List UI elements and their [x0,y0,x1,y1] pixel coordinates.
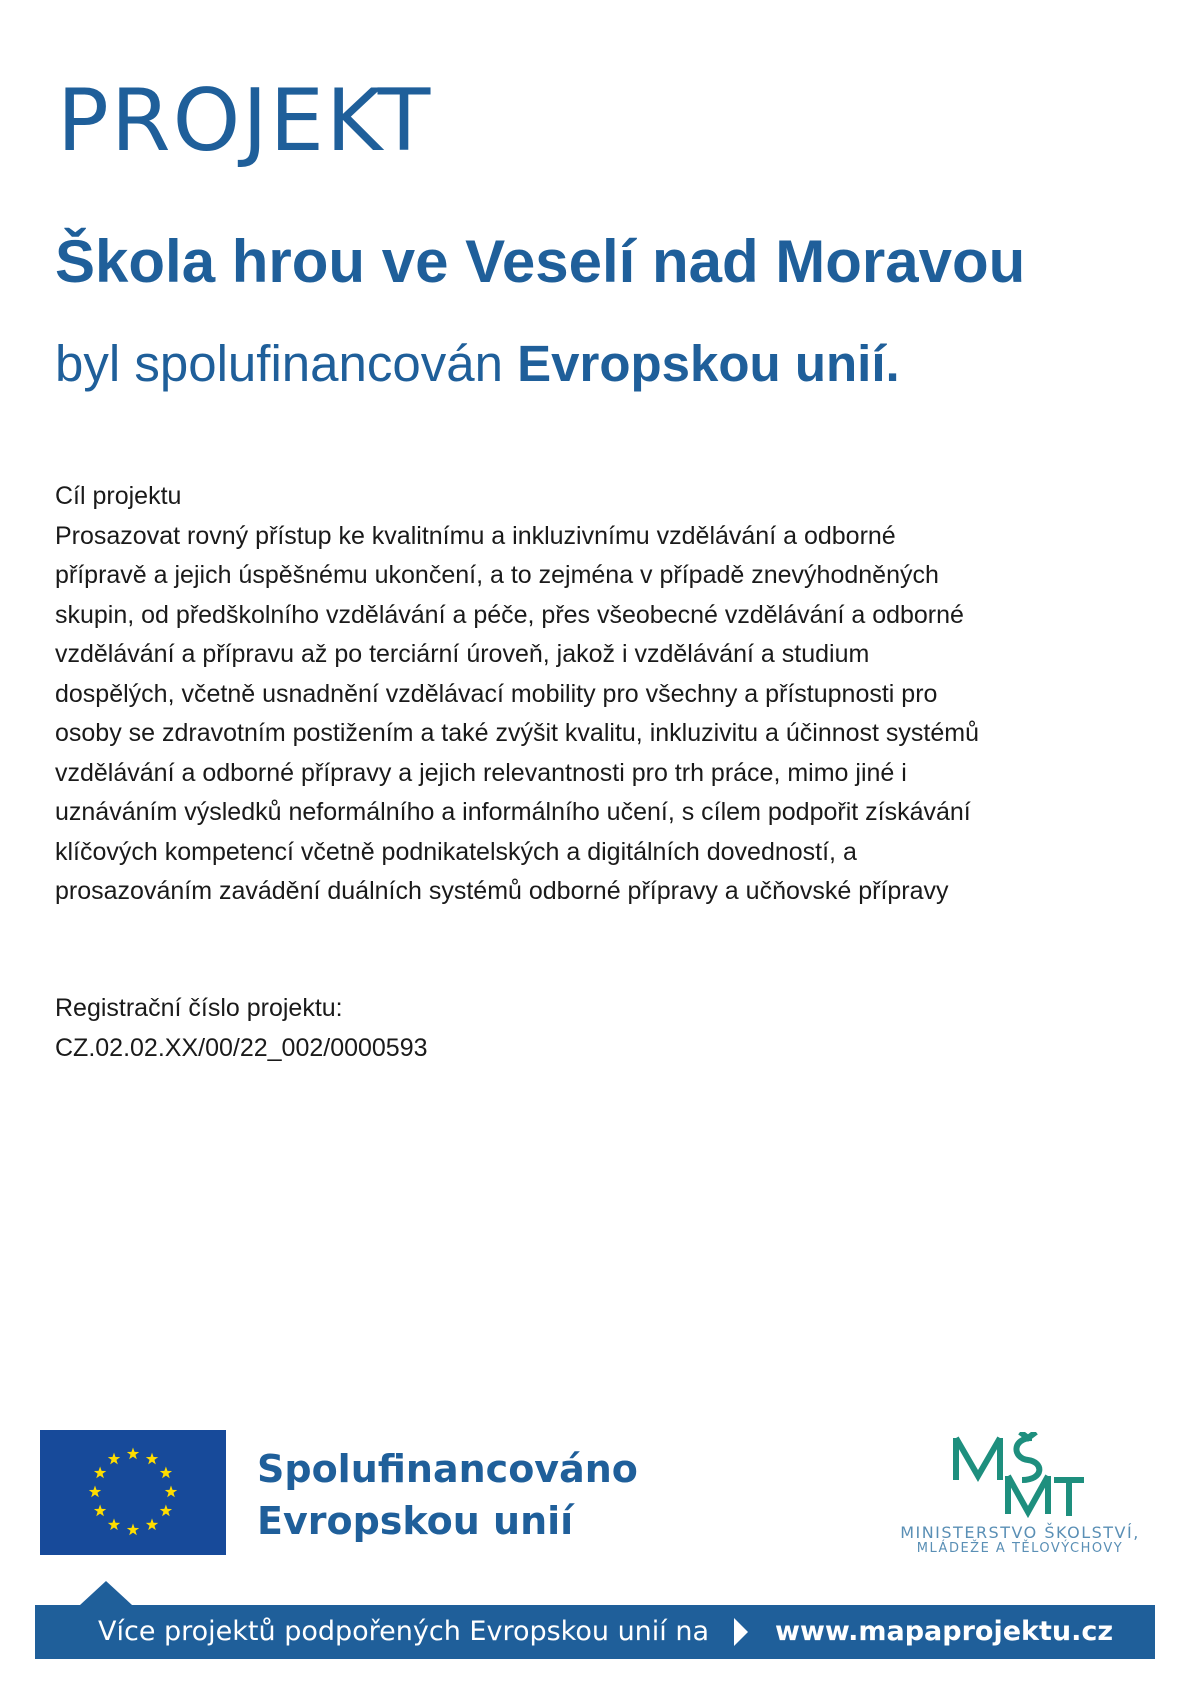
registration-label: Registrační číslo projektu: [55,994,343,1022]
goal-line: skupin, od předškolního vzdělávání a péče, přes všeobecné vzdělávání a odborné [55,600,964,629]
registration-number: CZ.02.02.XX/00/22_002/0000593 [55,1033,428,1062]
goal-line: Prosazovat rovný přístup ke kvalitnímu a inkluzivnímu vzdělávání a odborné [55,521,896,550]
goal-line: dospělých, včetně usnadnění vzdělávací mobility pro všechny a přístupnosti pro [55,679,938,708]
eu-logo-line2: Evropskou unií [257,1499,574,1543]
msmt-line2: MLÁDEŽE A TĚLOVÝCHOVY [916,1541,1124,1557]
eu-star-icon [108,1518,120,1530]
goal-label: Cíl projektu [55,482,182,510]
eu-star-icon [127,1448,139,1460]
footer-bar-tab [80,1581,132,1605]
eu-star-icon [89,1486,101,1498]
goal-line: uznáváním výsledků neformálního a informálního učení, s cílem podpořit získávání [55,798,971,826]
cofinancing-statement [55,335,900,392]
msmt-monogram-icon [950,1432,1090,1520]
goal-line: prosazováním zavádění duálních systémů odborné přípravy a učňovské přípravy [55,877,949,905]
msmt-logo-text [880,1524,1160,1557]
project-goal [55,477,1135,912]
eu-star-icon [160,1505,172,1517]
eu-star-icon [146,1453,158,1465]
project-title: Škola hrou ve Veselí nad Moravou [55,228,1026,295]
eu-star-icon [94,1467,106,1479]
eu-flag-icon [40,1430,226,1555]
eu-star-icon [108,1453,120,1465]
eu-cofinancing-logo-text [257,1443,638,1547]
eu-logo-line1: Spolufinancováno [257,1447,638,1491]
goal-line: klíčových kompetencí včetně podnikatelských a digitálních dovedností, a [55,837,857,866]
page-kicker: PROJEKT [57,71,433,171]
cofinancing-eu: Evropskou unií. [517,335,900,392]
msmt-line1: MINISTERSTVO ŠKOLSTVÍ, [900,1523,1140,1542]
goal-line: vzdělávání a přípravu až po terciární úroveň, jakož i vzdělávání a studium [55,640,870,668]
goal-line: osoby se zdravotním postižením a také zvýšit kvalitu, inkluzivitu a účinnost systémů [55,719,979,747]
eu-star-icon [94,1505,106,1517]
eu-star-icon [160,1467,172,1479]
eu-star-icon [165,1486,177,1498]
footer-bar-text: Více projektů podpořených Evropskou unií na [98,1616,710,1647]
registration-info [55,989,428,1068]
cofinancing-prefix: byl spolufinancován [55,335,503,392]
eu-star-icon [146,1518,158,1530]
eu-star-icon [127,1524,139,1536]
goal-line: přípravě a jejich úspěšnému ukončení, a to zejména v případě znevýhodněných [55,561,939,589]
goal-line: vzdělávání a odborné přípravy a jejich relevantnosti pro trh práce, mimo jiné i [55,758,907,787]
arrow-right-icon [734,1618,748,1646]
footer-url-link[interactable]: www.mapaprojektu.cz [775,1616,1114,1647]
